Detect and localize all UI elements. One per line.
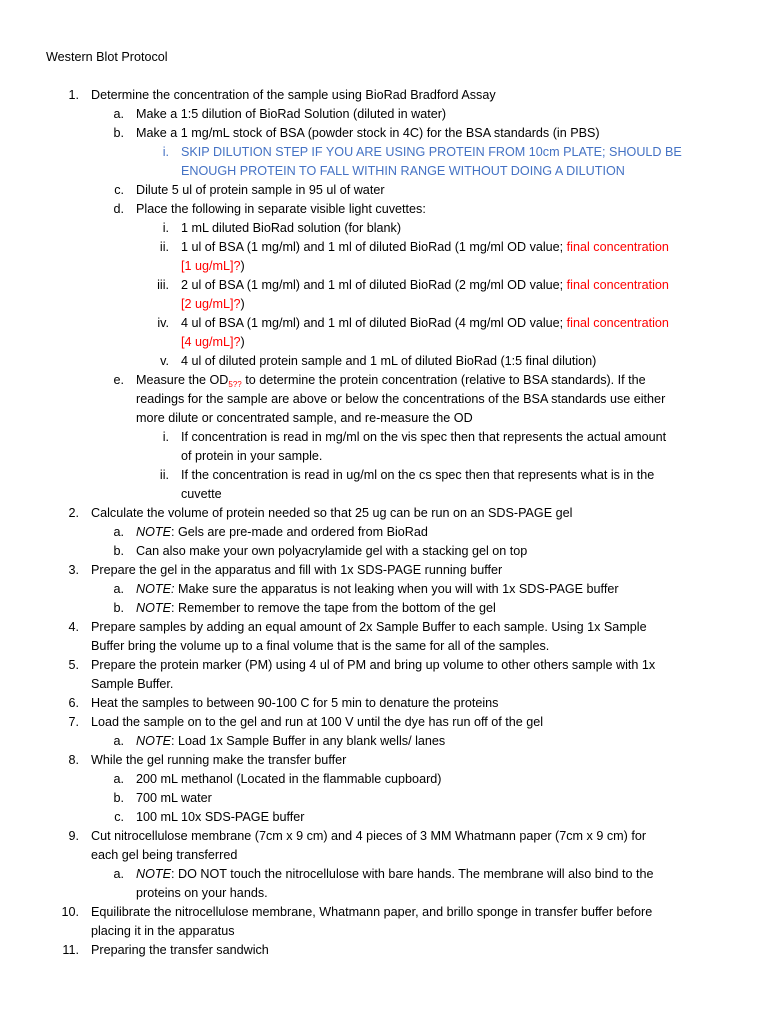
skip-dilution-note-line1: SKIP DILUTION STEP IF YOU ARE USING PROTEIN FROM 10cm PLATE; SHOULD BE — [181, 145, 682, 159]
step-1d-iv-number: iv. — [157, 316, 169, 330]
note-label: NOTE — [136, 601, 171, 615]
step-3-text: Prepare the gel in the apparatus and fill with 1x SDS-PAGE running buffer — [91, 563, 503, 577]
step-9-number: 9. — [68, 829, 79, 843]
step-1c-text: Dilute 5 ul of protein sample in 95 ul of water — [136, 183, 385, 197]
step-6-number: 6. — [68, 696, 79, 710]
step-3a-number: a. — [113, 582, 124, 596]
step-1d-text: Place the following in separate visible light cuvettes: — [136, 202, 426, 216]
step-2-text: Calculate the volume of protein needed so that 25 ug can be run on an SDS-PAGE gel — [91, 506, 573, 520]
step-1d-ii-line1: 1 ul of BSA (1 mg/ml) and 1 ml of diluted BioRad (1 mg/ml OD value; final concentration — [181, 240, 669, 254]
step-1c-number: c. — [114, 183, 124, 197]
step-1e-line1: Measure the $OD_{5??}$ to determine the protein concentration (relative to BSA standards). If the — [136, 373, 646, 389]
final-concentration-label: final concentration — [566, 240, 669, 254]
step-1e-i-line2: of protein in your sample. — [181, 449, 323, 463]
step-1d-iv-line1: 4 ul of BSA (1 mg/ml) and 1 ml of diluted BioRad (4 mg/ml OD value; final concentration — [181, 316, 669, 330]
step-6-text: Heat the samples to between 90-100 C for 5 min to denature the proteins — [91, 696, 499, 710]
step-7a-number: a. — [113, 734, 124, 748]
step-3-number: 3. — [68, 563, 79, 577]
step-1e-i-line1: If concentration is read in mg/ml on the vis spec then that represents the actual amount — [181, 430, 667, 444]
step-2b-number: b. — [113, 544, 124, 558]
step-5-number: 5. — [68, 658, 79, 672]
step-1a-number: a. — [113, 107, 124, 121]
step-1d-number: d. — [113, 202, 124, 216]
step-8b-text: 700 mL water — [136, 791, 212, 805]
step-1d-iii-number: iii. — [157, 278, 169, 292]
final-concentration-value: [1 ug/mL]? — [181, 259, 241, 273]
step-1e-line3: more dilute or concentrated sample, and re-measure the OD — [136, 411, 473, 425]
step-7-number: 7. — [68, 715, 79, 729]
step-5-line2: Sample Buffer. — [91, 677, 174, 691]
od-wavelength-subscript: 5?? — [228, 380, 242, 389]
step-9a-line1: NOTE: DO NOT touch the nitrocellulose with bare hands. The membrane will also bind to the — [136, 867, 654, 881]
step-9a-line2: proteins on your hands. — [136, 886, 268, 900]
step-1d-ii-line2: [1 ug/mL]?) — [181, 259, 245, 273]
step-4-line2: Buffer bring the volume up to a final volume that is the same for all of the samples. — [91, 639, 550, 653]
note-label: NOTE — [136, 734, 171, 748]
step-1e-ii-line1: If the concentration is read in ug/ml on the cs spec then that represents what is in the — [181, 468, 655, 482]
step-3a-text: NOTE: Make sure the apparatus is not leaking when you will with 1x SDS-PAGE buffer — [136, 582, 619, 596]
step-1e-number: e. — [113, 373, 124, 387]
step-11-text: Preparing the transfer sandwich — [91, 943, 269, 957]
step-5-line1: Prepare the protein marker (PM) using 4 ul of PM and bring up volume to other others sample with 1x — [91, 658, 656, 672]
step-1-text: Determine the concentration of the sample using BioRad Bradford Assay — [91, 88, 496, 102]
step-3b-number: b. — [113, 601, 124, 615]
step-1a-text: Make a 1:5 dilution of BioRad Solution (diluted in water) — [136, 107, 447, 121]
step-8-text: While the gel running make the transfer buffer — [91, 753, 347, 767]
step-7a-text: NOTE: Load 1x Sample Buffer in any blank wells/ lanes — [136, 734, 446, 748]
step-1e-i-number: i. — [162, 430, 169, 444]
final-concentration-value: [4 ug/mL]? — [181, 335, 241, 349]
step-1b-text: Make a 1 mg/mL stock of BSA (powder stock in 4C) for the BSA standards (in PBS) — [136, 126, 600, 140]
step-8c-text: 100 mL 10x SDS-PAGE buffer — [136, 810, 305, 824]
step-2a-number: a. — [113, 525, 124, 539]
step-8-number: 8. — [68, 753, 79, 767]
step-10-line1: Equilibrate the nitrocellulose membrane, Whatmann paper, and brillo sponge in transfer buffer before — [91, 905, 653, 919]
step-1d-iii-line2: [2 ug/mL]?) — [181, 297, 245, 311]
step-8c-number: c. — [114, 810, 124, 824]
step-8a-number: a. — [113, 772, 124, 786]
step-7-text: Load the sample on to the gel and run at 100 V until the dye has run off of the gel — [91, 715, 544, 729]
step-1d-v-text: 4 ul of diluted protein sample and 1 mL of diluted BioRad (1:5 final dilution) — [181, 354, 597, 368]
step-10-number: 10. — [61, 905, 79, 919]
skip-dilution-note-line2: ENOUGH PROTEIN TO FALL WITHIN RANGE WITHOUT DOING A DILUTION — [181, 164, 625, 178]
step-1d-ii-number: ii. — [159, 240, 169, 254]
step-1d-iii-line1: 2 ul of BSA (1 mg/ml) and 1 ml of diluted BioRad (2 mg/ml OD value; final concentration — [181, 278, 669, 292]
step-2a-text: NOTE: Gels are pre-made and ordered from BioRad — [136, 525, 428, 539]
step-1d-i-text: 1 mL diluted BioRad solution (for blank) — [181, 221, 402, 235]
step-9-line1: Cut nitrocellulose membrane (7cm x 9 cm) and 4 pieces of 3 MM Whatmann paper (7cm x 9 cm) for — [91, 829, 647, 843]
step-10-line2: placing it in the apparatus — [91, 924, 235, 938]
step-1e-ii-number: ii. — [159, 468, 169, 482]
step-11-number: 11. — [62, 943, 79, 957]
note-label: NOTE — [136, 525, 171, 539]
step-1-number: 1. — [68, 88, 79, 102]
step-2-number: 2. — [68, 506, 79, 520]
step-4-line1: Prepare samples by adding an equal amount of 2x Sample Buffer to each sample. Using 1x Sample — [91, 620, 647, 634]
step-1d-v-number: v. — [160, 354, 169, 368]
step-1d-i-number: i. — [162, 221, 169, 235]
step-3b-text: NOTE: Remember to remove the tape from the bottom of the gel — [136, 601, 496, 615]
step-8b-number: b. — [113, 791, 124, 805]
step-1e-line2: readings for the sample are above or below the concentrations of the BSA standards use either — [136, 392, 666, 406]
step-8a-text: 200 mL methanol (Located in the flammable cupboard) — [136, 772, 442, 786]
step-1b-number: b. — [113, 126, 124, 140]
step-9a-number: a. — [113, 867, 124, 881]
step-4-number: 4. — [68, 620, 79, 634]
document-title: Western Blot Protocol — [46, 50, 168, 64]
note-label: NOTE — [136, 867, 171, 881]
step-1b-i-number: i. — [162, 145, 169, 159]
step-2b-text: Can also make your own polyacrylamide gel with a stacking gel on top — [136, 544, 528, 558]
step-9-line2: each gel being transferred — [91, 848, 238, 862]
final-concentration-value: [2 ug/mL]? — [181, 297, 241, 311]
final-concentration-label: final concentration — [566, 278, 669, 292]
step-1d-iv-line2: [4 ug/mL]?) — [181, 335, 245, 349]
final-concentration-label: final concentration — [566, 316, 669, 330]
step-1e-ii-line2: cuvette — [181, 487, 222, 501]
note-label: NOTE: — [136, 582, 175, 596]
